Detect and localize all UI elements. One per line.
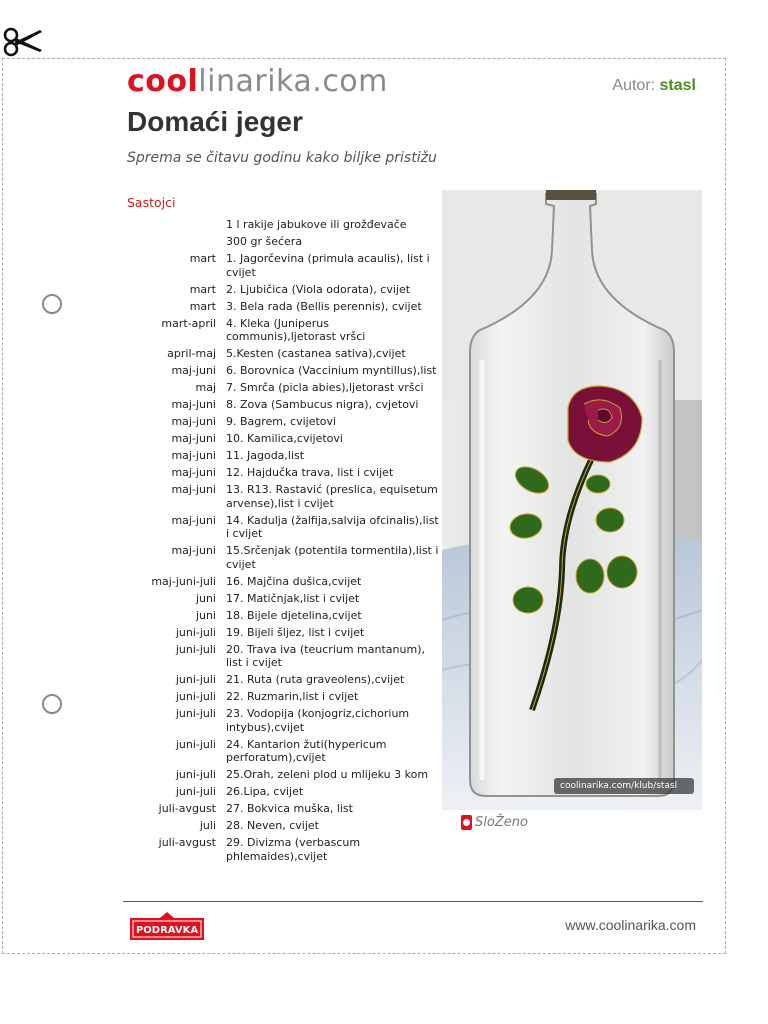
ingredient-season: maj-juni: [171, 449, 216, 462]
ingredient-season: mart: [189, 299, 216, 313]
stamp-label: SloŽeno: [475, 815, 528, 830]
ingredient-season: maj-juni: [171, 432, 216, 445]
ingredient-row: [140, 300, 440, 314]
ingredient-season: juni-juli: [175, 625, 216, 639]
ingredient-row: [140, 432, 440, 446]
jar-icon: [461, 815, 472, 830]
ingredient-text: 16. Majčina dušica,cvijet: [226, 574, 362, 588]
ingredient-season: maj-juni: [171, 513, 216, 527]
ingredient-text: 4. Kleka (Juniperus communis),ljetorast vršci: [226, 316, 366, 343]
ingredient-season: juni: [195, 608, 216, 622]
ingredient-season: juli-avgust: [158, 802, 216, 815]
ingredient-text: 28. Neven, cvijet: [226, 819, 319, 832]
site-logo[interactable]: [127, 64, 388, 99]
ingredient-row: [140, 415, 440, 429]
ingredient-row: [140, 690, 440, 704]
ingredient-text: 17. Matičnjak,list i cvijet: [226, 591, 360, 605]
ingredient-text: 24. Kantarion žuti(hypericum perforatum),cvijet: [226, 737, 387, 764]
footer-site-link[interactable]: www.coolinarika.com: [565, 917, 696, 933]
author-name-link[interactable]: stasl: [659, 77, 696, 94]
ingredient-text: 3. Bela rada (Bellis perennis), cvijet: [226, 299, 422, 313]
ingredient-row: [140, 283, 440, 297]
ingredient-row: [140, 252, 440, 279]
footer-divider: [123, 901, 703, 902]
ingredient-row: [140, 768, 440, 782]
ingredient-season: juli: [199, 819, 216, 832]
ingredient-season: juni-juli: [175, 737, 216, 751]
ingredient-text: 15.Srčenjak (potentila tormentila),list i cvijet: [226, 544, 439, 571]
ingredient-row: [140, 819, 440, 833]
ingredient-text: 8. Zova (Sambucus nigra), cvjetovi: [226, 398, 419, 411]
ingredient-row: [140, 738, 440, 765]
ingredient-text: 18. Bijele djetelina,cvijet: [226, 608, 362, 622]
ingredient-row: [140, 235, 440, 249]
ingredient-season: juli-avgust: [158, 836, 216, 849]
ingredient-text: 6. Borovnica (Vaccinium myntillus),list: [226, 364, 437, 377]
ingredient-row: [140, 483, 440, 510]
ingredient-season: mart: [189, 282, 216, 296]
ingredient-season: juni-juli: [175, 768, 216, 781]
ingredient-text: 23. Vodopija (konjogriz,cichorium intybus),cvijet: [226, 707, 410, 734]
ingredient-text: 19. Bijeli šljez, list i cvijet: [226, 625, 365, 639]
ingredient-row: [140, 381, 440, 395]
ingredient-row: [140, 347, 440, 361]
ingredient-row: [140, 592, 440, 606]
ingredient-text: 7. Smrča (picla abies),ljetorast vršci: [226, 381, 424, 394]
ingredient-row: [140, 514, 440, 541]
ingredient-text: 2. Ljubičica (Viola odorata), cvijet: [226, 282, 411, 296]
ingredient-season: maj-juni: [171, 398, 216, 411]
ingredient-season: mart: [189, 252, 216, 265]
ingredient-season: maj-juni: [171, 415, 216, 428]
ingredient-text: 12. Hajdučka trava, list i cvijet: [226, 466, 394, 479]
podravka-logo[interactable]: [126, 910, 208, 944]
ingredients-list: [140, 218, 440, 867]
binder-hole: [42, 694, 62, 714]
ingredient-season: juni-juli: [175, 690, 216, 703]
ingredient-row: [140, 673, 440, 687]
ingredient-season: [140, 235, 226, 249]
author-label: Autor:: [612, 77, 656, 94]
logo-part-cool: cool: [127, 64, 199, 99]
ingredients-heading: Sastojci: [127, 195, 176, 210]
ingredient-row: [140, 364, 440, 378]
ingredient-season: juni-juli: [175, 673, 216, 686]
ingredient-text: 11. Jagoda,list: [226, 449, 305, 462]
ingredient-row: [140, 609, 440, 623]
ingredient-text: 13. R13. Rastavić (preslica, equisetum arvense),list i cvijet: [226, 483, 438, 510]
ingredient-row: [140, 449, 440, 463]
ingredient-row: [140, 398, 440, 412]
ingredient-text: 25.Orah, zeleni plod u mlijeku 3 kom: [226, 768, 429, 781]
binder-hole: [42, 294, 62, 314]
ingredient-row: [140, 317, 440, 344]
ingredient-text: 26.Lipa, cvijet: [226, 785, 304, 798]
sloZeno-stamp: [461, 815, 528, 830]
ingredient-text: 21. Ruta (ruta graveolens),cvijet: [226, 673, 405, 686]
ingredient-text: 14. Kadulja (žalfija,salvija ofcinalis),list i cvijet: [226, 513, 439, 540]
ingredient-row: [140, 218, 440, 232]
ingredient-row: [140, 575, 440, 589]
ingredient-row: [140, 643, 440, 670]
ingredient-text: 1. Jagorčevina (primula acaulis), list i cvijet: [226, 252, 430, 279]
logo-part-l: l: [198, 64, 208, 99]
bottle-photo-image: [442, 190, 702, 810]
ingredient-text: 10. Kamilica,cvijetovi: [226, 432, 343, 445]
ingredient-season: maj: [195, 381, 216, 394]
ingredient-season: juni-juli: [175, 707, 216, 720]
ingredient-text: 9. Bagrem, cvijetovi: [226, 415, 337, 428]
ingredient-season: maj-juni: [171, 466, 216, 479]
ingredient-text: 22. Ruzmarin,list i cvijet: [226, 690, 359, 703]
ingredient-text: 300 gr šećera: [226, 235, 303, 248]
ingredient-text: 27. Bokvica muška, list: [226, 802, 353, 815]
ingredient-row: [140, 802, 440, 816]
ingredient-text: 20. Trava iva (teucrium mantanum), list i cvijet: [226, 642, 425, 669]
ingredient-row: [140, 707, 440, 734]
recipe-subtitle: Sprema se čitavu godinu kako biljke pristižu: [127, 150, 437, 166]
logo-part-com: .com: [312, 64, 388, 99]
ingredient-text: 1 l rakije jabukove ili grožđevače: [226, 218, 407, 231]
ingredient-season: maj-juni: [171, 483, 216, 496]
photo-watermark: coolinarika.com/klub/stasl: [560, 781, 678, 791]
ingredient-season: juni-juli: [175, 785, 216, 798]
ingredient-row: [140, 785, 440, 799]
podravka-logo-text: PODRAVKA: [135, 925, 199, 936]
ingredient-season: april-maj: [167, 347, 216, 360]
recipe-photo[interactable]: [442, 190, 702, 810]
ingredient-season: juni: [195, 591, 216, 605]
author-line: [612, 77, 696, 95]
ingredient-row: [140, 466, 440, 480]
recipe-title: Domaći jeger: [127, 106, 303, 137]
ingredient-season: maj-juni-juli: [151, 574, 216, 588]
logo-part-inarika: inarika: [207, 64, 313, 99]
ingredient-text: 5.Kesten (castanea sativa),cvijet: [226, 347, 406, 360]
ingredient-season: [140, 218, 226, 232]
scissors-icon: [2, 26, 44, 58]
ingredient-row: [140, 544, 440, 571]
ingredient-season: maj-juni: [171, 364, 216, 377]
ingredient-row: [140, 626, 440, 640]
ingredient-season: mart-april: [161, 316, 216, 330]
ingredient-text: 29. Divizma (verbascum phlemaides),cvijet: [226, 836, 361, 863]
ingredient-row: [140, 836, 440, 863]
ingredient-season: maj-juni: [171, 544, 216, 557]
ingredient-season: juni-juli: [175, 642, 216, 656]
